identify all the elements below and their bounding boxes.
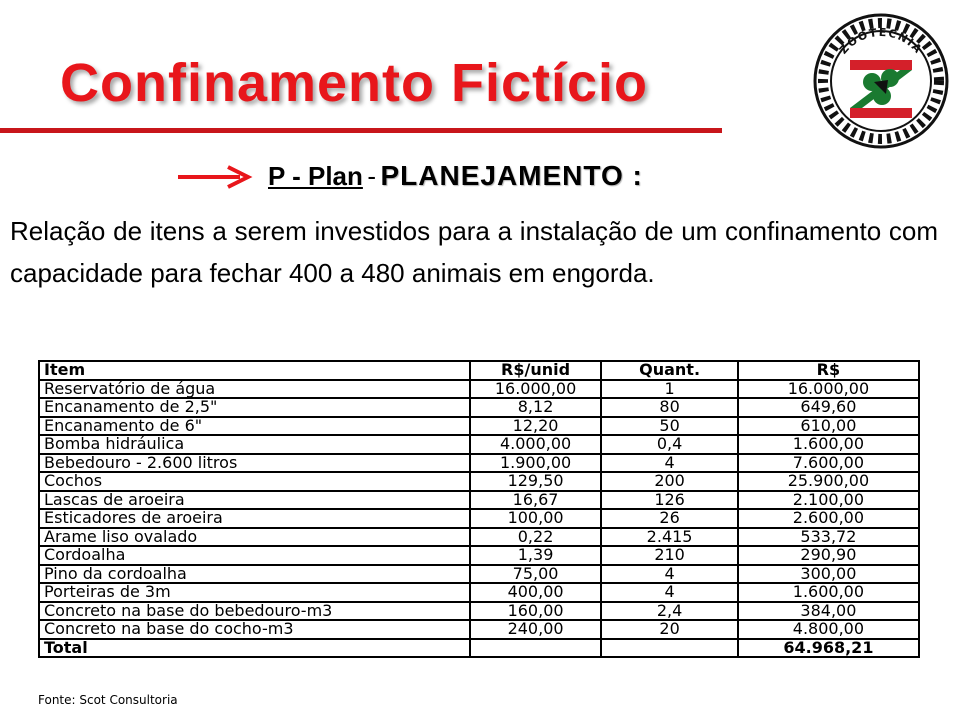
cell-quantity: 4 [601, 565, 737, 584]
right-arrow-icon [176, 165, 254, 189]
table-row [39, 565, 919, 584]
table-row [39, 620, 919, 639]
cell-total: 649,60 [738, 398, 919, 417]
cell-item: Bebedouro - 2.600 litros [39, 454, 470, 473]
cell-price: 16,67 [470, 491, 602, 510]
cell-item: Lascas de aroeira [39, 491, 470, 510]
subtitle-separator: - [367, 161, 377, 191]
cell-item: Concreto na base do cocho-m3 [39, 620, 470, 639]
cell-item: Concreto na base do bebedouro-m3 [39, 602, 470, 621]
cell-price: 100,00 [470, 509, 602, 528]
cell-price: 160,00 [470, 602, 602, 621]
cost-table-container [38, 360, 920, 658]
cell-quantity: 1 [601, 380, 737, 399]
cell-quantity: 50 [601, 417, 737, 436]
cell-price: 240,00 [470, 620, 602, 639]
cell-price: 129,50 [470, 472, 602, 491]
title-underline [0, 128, 722, 133]
cell-quantity: 210 [601, 546, 737, 565]
cell-total: 384,00 [738, 602, 919, 621]
cell-price: 8,12 [470, 398, 602, 417]
header-quantity: Quant. [601, 361, 737, 380]
cell-price: 4.000,00 [470, 435, 602, 454]
cell-item: Esticadores de aroeira [39, 509, 470, 528]
total-qty [601, 639, 737, 658]
cell-item: Cordoalha [39, 546, 470, 565]
cell-price: 0,22 [470, 528, 602, 547]
table-row [39, 602, 919, 621]
table-row [39, 398, 919, 417]
cell-total: 1.600,00 [738, 435, 919, 454]
header-total: R$ [738, 361, 919, 380]
table-row [39, 417, 919, 436]
cell-item: Pino da cordoalha [39, 565, 470, 584]
subtitle [268, 160, 643, 192]
header-item: Item [39, 361, 470, 380]
subtitle-planejamento: PLANEJAMENTO : [380, 160, 643, 191]
cell-quantity: 4 [601, 454, 737, 473]
cell-total: 2.100,00 [738, 491, 919, 510]
table-row [39, 454, 919, 473]
cell-quantity: 20 [601, 620, 737, 639]
table-row [39, 435, 919, 454]
cell-item: Reservatório de água [39, 380, 470, 399]
table-header-row [39, 361, 919, 380]
cell-quantity: 26 [601, 509, 737, 528]
cell-total: 4.800,00 [738, 620, 919, 639]
table-row [39, 546, 919, 565]
cell-item: Cochos [39, 472, 470, 491]
cell-item: Arame liso ovalado [39, 528, 470, 547]
total-label: Total [39, 639, 470, 658]
header-price: R$/unid [470, 361, 602, 380]
cell-total: 7.600,00 [738, 454, 919, 473]
cell-price: 75,00 [470, 565, 602, 584]
cell-total: 533,72 [738, 528, 919, 547]
cell-quantity: 2,4 [601, 602, 737, 621]
cost-table [38, 360, 920, 658]
cell-total: 16.000,00 [738, 380, 919, 399]
cell-total: 610,00 [738, 417, 919, 436]
cell-item: Encanamento de 2,5" [39, 398, 470, 417]
cell-price: 16.000,00 [470, 380, 602, 399]
cell-quantity: 0,4 [601, 435, 737, 454]
table-row [39, 491, 919, 510]
table-row [39, 583, 919, 602]
cell-price: 400,00 [470, 583, 602, 602]
zootecnia-logo [812, 12, 950, 150]
description-paragraph: Relação de itens a serem investidos para a instalação de um confinamento com capacidade para fechar 400 a 480 animais em engorda. [10, 216, 938, 288]
slide-title: Confinamento Fictício [60, 53, 648, 113]
total-price [470, 639, 602, 658]
cell-total: 300,00 [738, 565, 919, 584]
cell-quantity: 4 [601, 583, 737, 602]
cell-item: Porteiras de 3m [39, 583, 470, 602]
cell-item: Bomba hidráulica [39, 435, 470, 454]
cell-price: 1,39 [470, 546, 602, 565]
cell-quantity: 80 [601, 398, 737, 417]
total-value: 64.968,21 [738, 639, 919, 658]
table-row [39, 472, 919, 491]
table-row [39, 509, 919, 528]
cell-quantity: 200 [601, 472, 737, 491]
source-note: Fonte: Scot Consultoria [38, 693, 178, 707]
total-row [39, 639, 919, 658]
cell-item: Encanamento de 6" [39, 417, 470, 436]
table-row [39, 380, 919, 399]
cell-total: 2.600,00 [738, 509, 919, 528]
logo-text: ZOOTECNIA [836, 25, 926, 57]
cell-quantity: 126 [601, 491, 737, 510]
cell-quantity: 2.415 [601, 528, 737, 547]
cell-total: 25.900,00 [738, 472, 919, 491]
cell-total: 290,90 [738, 546, 919, 565]
table-body [39, 380, 919, 658]
subtitle-plan: P - Plan [268, 161, 363, 191]
cell-total: 1.600,00 [738, 583, 919, 602]
table-row [39, 528, 919, 547]
cell-price: 1.900,00 [470, 454, 602, 473]
cell-price: 12,20 [470, 417, 602, 436]
